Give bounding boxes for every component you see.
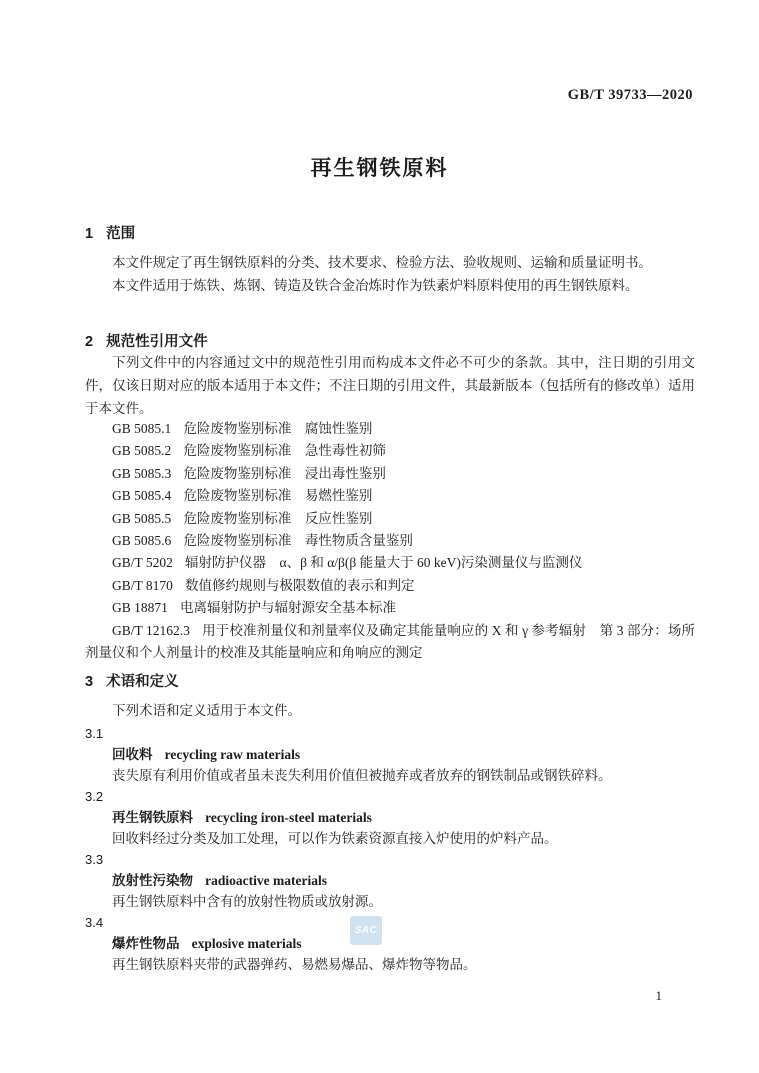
reference-item bbox=[85, 418, 695, 440]
term-definition: 丧失原有利用价值或者虽未丧失利用价值但被抛弃或者放弃的钢铁制品或钢铁碎料。 bbox=[112, 768, 612, 783]
reference-title: 电离辐射防护与辐射源安全基本标准 bbox=[180, 600, 397, 616]
term-entry bbox=[85, 849, 695, 912]
page-number: 1 bbox=[655, 988, 662, 1003]
section-number: 3 bbox=[85, 674, 94, 690]
term-en: recycling iron-steel materials bbox=[205, 810, 372, 825]
reference-title: 危险废物鉴别标准 毒性物质含量鉴别 bbox=[183, 533, 413, 549]
section-number: 1 bbox=[85, 226, 94, 242]
paragraph: 本文件规定了再生钢铁原料的分类、技术要求、检验方法、验收规则、运输和质量证明书。 bbox=[112, 255, 652, 270]
reference-code: GB 5085.5 bbox=[112, 510, 172, 526]
section-label: 术语和定义 bbox=[106, 674, 179, 690]
section-heading-scope bbox=[85, 222, 695, 243]
reference-code: GB 5085.1 bbox=[112, 421, 172, 436]
term-en: radioactive materials bbox=[205, 873, 327, 888]
doc-code: GB/T 39733—2020 bbox=[567, 87, 693, 103]
sac-watermark-icon: SAC bbox=[350, 916, 382, 945]
reference-code: GB 5085.6 bbox=[112, 533, 172, 549]
paragraph: 下列文件中的内容通过文中的规范性引用而构成本文件必不可少的条款。其中，注日期的引用文件，仅该日期对应的版本适用于本文件；不注日期的引用文件，其最新版本（包括所有的修改单）适用于本文件。 bbox=[85, 355, 695, 416]
term-number: 3.2 bbox=[85, 789, 104, 804]
term-zh: 再生钢铁原料 bbox=[112, 810, 193, 825]
term-entry bbox=[85, 786, 695, 849]
term-entry bbox=[85, 723, 695, 786]
reference-item bbox=[85, 440, 695, 462]
reference-item bbox=[85, 485, 695, 507]
reference-code: GB/T 5202 bbox=[112, 555, 173, 571]
reference-item bbox=[85, 597, 695, 619]
scope-paragraphs bbox=[85, 251, 695, 297]
reference-item bbox=[85, 508, 695, 530]
references-list bbox=[85, 418, 695, 664]
section-heading-normative-refs bbox=[85, 330, 695, 351]
term-en: explosive materials bbox=[191, 936, 302, 951]
reference-title: 危险废物鉴别标准 易燃性鉴别 bbox=[183, 488, 373, 504]
term-title bbox=[85, 870, 695, 891]
reference-title: 辐射防护仪器 α、β 和 α/β(β 能量大于 60 keV)污染测量仪与监测仪 bbox=[185, 555, 583, 571]
reference-title: 数值修约规则与极限数值的表示和判定 bbox=[185, 577, 415, 593]
term-definition: 再生钢铁原料中含有的放射性物质或放射源。 bbox=[112, 894, 382, 909]
reference-title: 危险废物鉴别标准 急性毒性初筛 bbox=[183, 443, 386, 459]
reference-code: GB 5085.2 bbox=[112, 443, 172, 459]
reference-item bbox=[85, 463, 695, 485]
term-definition: 再生钢铁原料夹带的武器弹药、易燃易爆品、爆炸物等物品。 bbox=[112, 957, 477, 972]
term-en: recycling raw materials bbox=[164, 747, 301, 762]
reference-code: GB 5085.4 bbox=[112, 488, 172, 504]
reference-title: 用于校准剂量仪和剂量率仪及确定其能量响应的 X 和 γ 参考辐射 第 3 部分：场所剂量仪和个人剂量计的校准及其能量响应和角响应的测定 bbox=[85, 622, 695, 661]
term-title bbox=[85, 744, 695, 765]
term-entry bbox=[85, 912, 695, 975]
term-zh: 放射性污染物 bbox=[112, 873, 193, 888]
section-label: 范围 bbox=[106, 226, 136, 242]
term-title bbox=[85, 807, 695, 828]
term-zh: 爆炸性物品 bbox=[112, 936, 180, 951]
normative-refs-intro bbox=[85, 351, 695, 420]
page-title: 再生钢铁原料 bbox=[310, 157, 449, 180]
reference-code: GB 18871 bbox=[112, 600, 168, 616]
reference-item bbox=[85, 552, 695, 574]
reference-item bbox=[85, 575, 695, 597]
term-title bbox=[85, 933, 695, 954]
terms-intro bbox=[85, 699, 695, 722]
section-label: 规范性引用文件 bbox=[106, 334, 208, 350]
reference-title: 危险废物鉴别标准 腐蚀性鉴别 bbox=[183, 421, 373, 436]
reference-code: GB/T 12162.3 bbox=[112, 622, 190, 638]
reference-code: GB/T 8170 bbox=[112, 577, 173, 593]
paragraph: 本文件适用于炼铁、炼钢、铸造及铁合金冶炼时作为铁素炉料原料使用的再生钢铁原料。 bbox=[112, 278, 639, 293]
section-heading-terms bbox=[85, 670, 695, 691]
section-number: 2 bbox=[85, 334, 94, 350]
reference-item bbox=[85, 530, 695, 552]
reference-item bbox=[85, 620, 695, 665]
term-number: 3.4 bbox=[85, 915, 104, 930]
paragraph: 下列术语和定义适用于本文件。 bbox=[112, 703, 301, 718]
reference-title: 危险废物鉴别标准 浸出毒性鉴别 bbox=[183, 465, 386, 481]
term-definition: 回收料经过分类及加工处理，可以作为铁素资源直接入炉使用的炉料产品。 bbox=[112, 831, 558, 846]
reference-code: GB 5085.3 bbox=[112, 465, 172, 481]
term-number: 3.3 bbox=[85, 852, 104, 867]
term-number: 3.1 bbox=[85, 726, 104, 741]
terms-list bbox=[85, 723, 695, 975]
reference-title: 危险废物鉴别标准 反应性鉴别 bbox=[183, 510, 373, 526]
term-zh: 回收料 bbox=[112, 747, 153, 762]
